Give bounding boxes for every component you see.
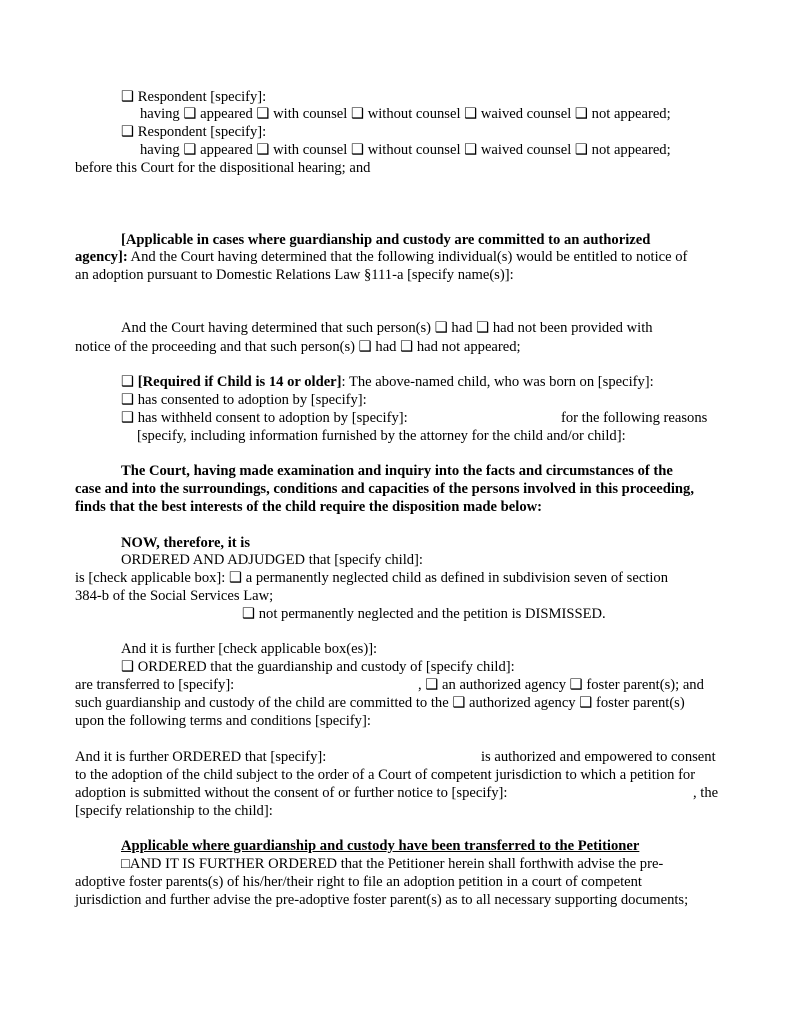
- authorized-line-1b: is authorized and empowered to consent: [481, 749, 716, 765]
- applicable-agency-line-2: [75, 249, 687, 266]
- specify-including-line: [specify, including information furnished by the attorney for the child and/or child]:: [137, 428, 626, 444]
- withheld-consent-line: ❑ has withheld consent to adoption by [specify]:: [121, 410, 408, 426]
- birth-date-text: : The above-named child, who was born on [specify]:: [341, 374, 654, 390]
- committed-line: such guardianship and custody of the child are committed to the ❑ authorized agency ❑ foster parent(s): [75, 695, 685, 711]
- required-14-heading: [Required if Child is 14 or older]: [137, 374, 342, 390]
- transferred-to-text: are transferred to [specify]:: [75, 677, 235, 693]
- terms-conditions-line: upon the following terms and conditions [specify]:: [75, 713, 371, 729]
- court-finding-line-2: case and into the surroundings, conditions and capacities of the persons involved in this proceeding,: [75, 481, 694, 497]
- petitioner-line-1: □AND IT IS FURTHER ORDERED that the Petitioner herein shall forthwith advise the pre-: [121, 856, 664, 872]
- respondent-2-label: ❑ Respondent [specify]:: [121, 124, 267, 140]
- dispositional-hearing-line: before this Court for the dispositional hearing; and: [75, 160, 371, 176]
- following-reasons-text: for the following reasons: [561, 410, 708, 426]
- social-services-law-line: 384-b of the Social Services Law;: [75, 588, 274, 604]
- neglected-check-line: is [check applicable box]: ❑ a permanently neglected child as defined in subdivision seven of section: [75, 570, 668, 586]
- authorized-line-2: to the adoption of the child subject to the order of a Court of competent jurisdiction to which a petition for: [75, 767, 696, 783]
- respondent-1-label: ❑ Respondent [specify]:: [121, 89, 267, 105]
- dismissed-line: ❑ not permanently neglected and the petition is DISMISSED.: [242, 606, 606, 622]
- further-check-line: And it is further [check applicable box(es)]:: [121, 641, 378, 657]
- petitioner-line-3: jurisdiction and further advise the pre-adoptive foster parent(s) as to all necessary supporting documents;: [75, 892, 689, 908]
- authorized-line-3b: , the: [693, 785, 719, 801]
- applicable-agency-heading-end: agency]:: [75, 249, 128, 265]
- consented-line: ❑ has consented to adoption by [specify]:: [121, 392, 367, 408]
- authorized-line-1a: And it is further ORDERED that [specify]:: [75, 749, 327, 765]
- now-therefore-heading: NOW, therefore, it is: [121, 535, 251, 551]
- required-14-checkbox[interactable]: ❑: [121, 374, 138, 390]
- required-14-line: [121, 374, 654, 391]
- ordered-adjudged-line: ORDERED AND ADJUDGED that [specify child]:: [121, 552, 423, 568]
- applicable-agency-heading: [Applicable in cases where guardianship and custody are committed to an authorized: [121, 232, 651, 248]
- petitioner-heading: Applicable where guardianship and custody have been transferred to the Petitioner: [121, 838, 640, 854]
- respondent-1-status: having ❑ appeared ❑ with counsel ❑ without counsel ❑ waived counsel ❑ not appeared;: [140, 106, 671, 122]
- guardianship-ordered-line: ❑ ORDERED that the guardianship and custody of [specify child]:: [121, 659, 515, 675]
- respondent-2-status: having ❑ appeared ❑ with counsel ❑ without counsel ❑ waived counsel ❑ not appeared;: [140, 142, 671, 158]
- authorized-line-3a: adoption is submitted without the consent of or further notice to [specify]:: [75, 785, 508, 801]
- notice-line-2: notice of the proceeding and that such person(s) ❑ had ❑ had not appeared;: [75, 339, 521, 355]
- court-finding-line-3: finds that the best interests of the child require the disposition made below:: [75, 499, 543, 515]
- transferred-options-text: , ❑ an authorized agency ❑ foster parent(s); and: [418, 677, 704, 693]
- court-finding-line-1: The Court, having made examination and inquiry into the facts and circumstances of the: [121, 463, 673, 479]
- petitioner-line-2: adoptive foster parents(s) of his/her/their right to file an adoption petition in a court of competent: [75, 874, 642, 890]
- relationship-line: [specify relationship to the child]:: [75, 803, 273, 819]
- notice-entitled-text: And the Court having determined that the following individual(s) would be entitled to notice of: [127, 249, 688, 265]
- notice-line-1: And the Court having determined that such person(s) ❑ had ❑ had not been provided with: [121, 320, 653, 336]
- domestic-relations-line: an adoption pursuant to Domestic Relations Law §111-a [specify name(s)]:: [75, 267, 514, 283]
